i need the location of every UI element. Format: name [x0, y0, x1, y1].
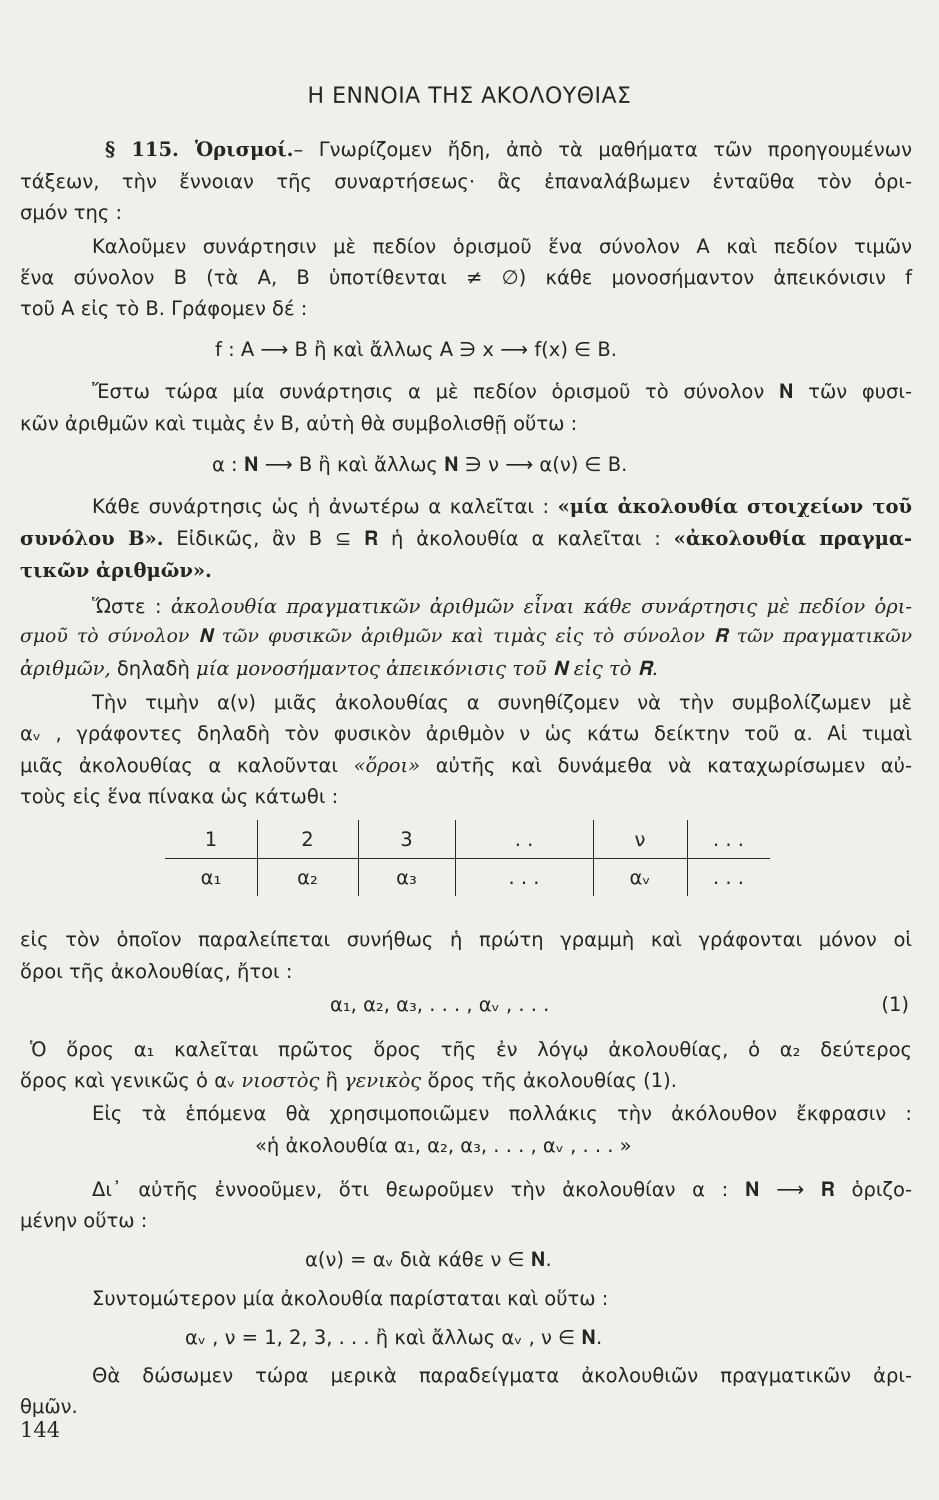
- table-cell: 2: [301, 828, 314, 851]
- table-divider: [165, 858, 770, 859]
- function-def-line-1: Καλοῦμεν συνάρτησιν μὲ πεδίον ὁρισμοῦ ἕνα σύνολον A καὶ πεδίον τιμῶν: [92, 235, 912, 258]
- shorter-line-1: Συντομώτερον μία ἀκολουθία παρίσταται καὶ οὕτω :: [92, 1287, 609, 1310]
- notation-line-2: αᵥ , γράφοντες δηλαδὴ τὸν φυσικὸν ἀριθμὸν ν ὡς κάτω δείκτην τοῦ α. Αἱ τιμαὶ: [20, 722, 912, 745]
- naming-line-1: Κάθε συνάρτησις ὡς ἡ ἀνωτέρω α καλεῖται : «μία ἀκολουθία στοιχείων τοῦ: [92, 495, 912, 518]
- table-cell: . .: [514, 828, 534, 851]
- shorter-formula: αᵥ , ν = 1, 2, 3, . . . ἢ καὶ ἄλλως αᵥ , ν ∈ 𝐍.: [185, 1326, 603, 1349]
- notation-line-4: τοὺς εἰς ἕνα πίνακα ὡς κάτωθι :: [20, 785, 339, 808]
- function-def-line-3: τοῦ A εἰς τὸ B. Γράφομεν δέ :: [20, 297, 308, 320]
- table-cell: α₃: [396, 866, 417, 889]
- notation-line-1: Τὴν τιμὴν α(ν) μιᾶς ἀκολουθίας α συνηθίζομεν νὰ τὴν συμβολίζωμεν μὲ: [92, 691, 912, 714]
- naming-line-2: συνόλου B». Εἰδικῶς, ἂν B ⊆ 𝐑 ἡ ἀκολουθία α καλεῖται : «ἀκολουθία πραγμα-: [20, 527, 913, 550]
- examples-line-1: Θὰ δώσωμεν τώρα μερικὰ παραδείγματα ἀκολουθιῶν πραγματικῶν ἀρι-: [92, 1364, 912, 1387]
- table-cell: . . .: [713, 828, 744, 851]
- sequence-table: [165, 820, 770, 896]
- table-cell: α₁: [200, 866, 222, 889]
- definitions-line-2: τάξεων, τὴν ἔννοιαν τῆς συναρτήσεως· ἂς ἐπαναλάβωμεν ἐνταῦθα τὸν ὁρι-: [20, 170, 912, 193]
- summary-line-2: σμοῦ τὸ σύνολον 𝐍 τῶν φυσικῶν ἀριθμῶν καὶ τιμὰς εἰς τὸ σύνολον 𝐑 τῶν πραγματικῶν: [20, 626, 912, 647]
- first-term-line-2: ὅρος καὶ γενικῶς ὁ αᵥ νιοστὸς ἢ γενικὸς ὅρος τῆς ἀκολουθίας (1).: [20, 1069, 677, 1092]
- page-title: Η ΕΝΝΟΙΑ ΤΗΣ ΑΚΟΛΟΥΘΙΑΣ: [307, 84, 632, 109]
- expression-line-1: Εἰς τὰ ἑπόμενα θὰ χρησιμοποιῶμεν πολλάκις τὴν ἀκόλουθον ἔκφρασιν :: [92, 1102, 912, 1125]
- terms-line-1: εἰς τὸν ὁποῖον παραλείπεται συνήθως ἡ πρώτη γραμμὴ καὶ γράφονται μόνον οἱ: [20, 928, 912, 951]
- page-number: 144: [20, 1418, 61, 1442]
- table-cell: ν: [634, 828, 646, 851]
- examples-line-2: θμῶν.: [20, 1395, 78, 1418]
- summary-line-3: ἀριθμῶν, δηλαδὴ μία μονοσήμαντος ἀπεικόνισις τοῦ 𝐍 εἰς τὸ 𝐑.: [20, 657, 658, 680]
- meaning-formula: α(ν) = αᵥ διὰ κάθε ν ∈ 𝐍.: [305, 1248, 552, 1271]
- meaning-line-2: μένην οὕτω :: [20, 1209, 148, 1232]
- sequence-formula: α : 𝐍 ⟶ B ἢ καὶ ἄλλως 𝐍 ∋ ν ⟶ α(ν) ∈ B.: [212, 453, 628, 476]
- function-def-line-2: ἕνα σύνολον B (τὰ A, B ὑποτίθενται ≠ ∅) κάθε μονοσήμαντον ἀπεικόνισιν f: [20, 266, 912, 289]
- terms-line-2: ὅροι τῆς ἀκολουθίας, ἤτοι :: [20, 960, 293, 983]
- notation-line-3: μιᾶς ἀκολουθίας α καλοῦνται «ὅροι» αὐτῆς καὶ δυνάμεθα νὰ καταχωρίσωμεν αὐ-: [20, 754, 912, 777]
- expression-formula: «ἡ ἀκολουθία α₁, α₂, α₃, . . . , αᵥ , . . . »: [255, 1134, 632, 1157]
- equation-number: (1): [881, 993, 909, 1016]
- table-cell: αᵥ: [629, 866, 651, 889]
- definitions-line-1: § 115. Ὁρισμοί.– Γνωρίζομεν ἤδη, ἀπὸ τὰ μαθήματα τῶν προηγουμένων: [105, 138, 912, 161]
- first-term-line-1: Ὁ ὅρος α₁ καλεῖται πρῶτος ὅρος τῆς ἐν λόγῳ ἀκολουθίας, ὁ α₂ δεύτερος: [30, 1038, 912, 1061]
- table-cell: . . .: [508, 866, 540, 889]
- table-cell: 1: [204, 828, 218, 851]
- table-cell: 3: [400, 828, 413, 851]
- meaning-line-1: Δι᾽ αὐτῆς ἐννοοῦμεν, ὅτι θεωροῦμεν τὴν ἀκολουθίαν α : 𝐍 ⟶ 𝐑 ὁριζο-: [92, 1178, 912, 1201]
- definitions-line-3: σμόν της :: [20, 201, 123, 224]
- terms-formula: α₁, α₂, α₃, . . . , αᵥ , . . .: [330, 993, 550, 1016]
- table-cell: . . .: [713, 866, 744, 889]
- function-formula: f : A ⟶ B ἢ καὶ ἄλλως A ∋ x ⟶ f(x) ∈ B.: [215, 338, 617, 361]
- table-cell: α₂: [297, 866, 318, 889]
- summary-line-1: Ὥστε : ἀκολουθία πραγματικῶν ἀριθμῶν εἶναι κάθε συνάρτησις μὲ πεδίον ὁρι-: [92, 595, 912, 618]
- naming-line-3: τικῶν ἀριθμῶν».: [20, 559, 212, 582]
- sequence-def-line-1: Ἔστω τώρα μία συνάρτησις α μὲ πεδίον ὁρισμοῦ τὸ σύνολον 𝐍 τῶν φυσι-: [92, 380, 912, 403]
- sequence-def-line-2: κῶν ἀριθμῶν καὶ τιμὰς ἐν B, αὐτὴ θὰ συμβολισθῇ οὕτω :: [20, 412, 578, 435]
- section-heading: § 115. Ὁρισμοί.: [105, 138, 294, 161]
